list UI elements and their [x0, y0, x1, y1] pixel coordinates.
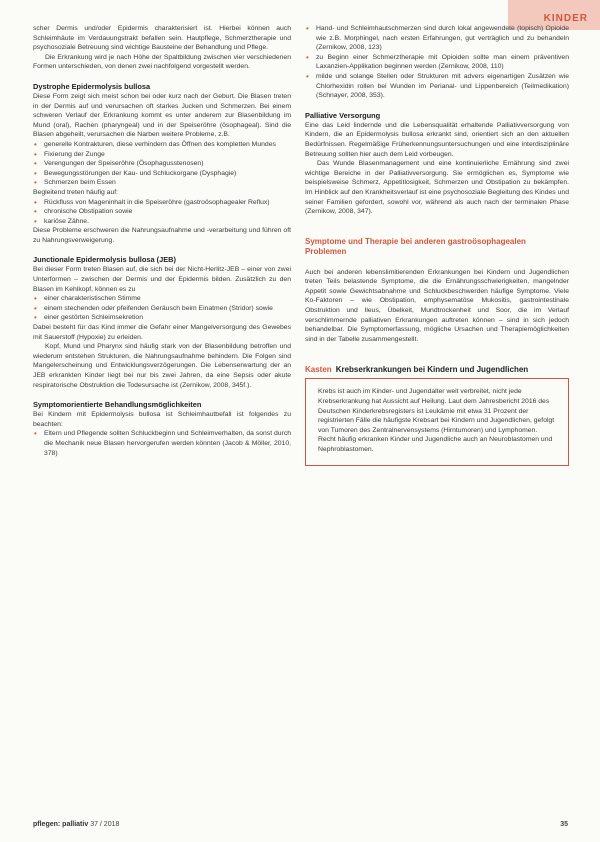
list-item: • milde und solange Stellen oder Strukturen mit advers eigenartigen Zusätzen wie Chlorhexidin rollen bei Wunden im Perianal- und Lippenbereich (Teilmedikation) (Schnayer, 2008, 353). [305, 72, 569, 101]
paragraph: Auch bei anderen lebenslimitierenden Erkrankungen bei Kindern und Jugendlichen treten Teils belastende Symptome, die die Ernährungsschwierigkeiten, mangelnder Appetit sowie Gewichtsabnahme und Schluckbeschwerden häufige Symptome. Viele Ko-Faktoren – wie Obstipation, emphysematöse Mukositis, gastrointestinale Obstruktion und Ileus, Übelkeit, Mundtrockenheit und Soor, die im Verlauf verschlimmernde palliativen Erkrankungen auftreten können – sind in sich jedoch behandelbar. Die Symptomerfassung, mögliche Ursachen und Therapiemöglichkeiten sind in der Tabelle zusammengestellt. [305, 268, 569, 343]
page-number: 35 [560, 821, 568, 828]
journal-name: pflegen: palliativ [33, 821, 89, 828]
list-item: • Bewegungsstörungen der Kau- und Schluckorgane (Dysphagie) [33, 169, 291, 179]
right-column [305, 24, 569, 466]
paragraph: Diese Form zeigt sich meist schon bei oder kurz nach der Geburt. Die Blasen treten in der Dermis auf und verursachen oft starkes Jucken und Schmerzen. Bei einem schweren Verlauf der Erkrankung kommt es unter anderem zur Blasenbildung im Mund (oral), Rachen (pharyngeal) und in der Speiseröhre (ösophageal). Sind die Blasen abgeheilt, verursachen die Narben weitere Probleme, z.B. [33, 92, 291, 139]
list-item: • Rückfluss von Mageninhalt in die Speiseröhre (gastroösophagealer Reflux) [33, 198, 291, 208]
list-item: • Verengungen der Speiseröhre (Ösophagusstenosen) [33, 159, 291, 169]
bullet-list [33, 140, 291, 188]
list-item: • Fixierung der Zunge [33, 150, 291, 160]
list-item: • generelle Kontrakturen, diese verhindern das Öffnen des kompletten Mundes [33, 140, 291, 150]
paragraph: Bei Kindern mit Epidermolysis bullosa ist Schleimhautbefall ist folgendes zu beachten: [33, 411, 291, 428]
paragraph: Eine das Leid lindernde und die Lebensqualität erhaltende Palliativversorgung von Kindern, die an Epidermolysis bullosa erkrankt sind, orientiert sich an den aktuellen Bedürfnissen. Regelmäßige Früherkennungsuntersuchungen und eine interdisziplinäre Betreuung sollten hier auch dem Leid vorbeugen. [305, 121, 569, 158]
list-item: • einem stechenden oder pfeifenden Geräusch beim Einatmen (Stridor) sowie [33, 304, 291, 314]
list-item: • zu Beginn einer Schmerztherapie mit Opioiden sollte man einem präventiven Laxanzien-Applikation beginnen werden (Zernikow, 2008, 110) [305, 53, 569, 72]
list-item: • Eltern und Pflegende sollten Schluckbeginn und Schleimverhalten, da sonst durch die Mechanik neue Blasen hervorgerufen werden könnten (Jacob & Möller, 2010, 378) [33, 429, 291, 458]
footer-journal [33, 821, 119, 828]
heading-palliative: Palliative Versorgung [305, 110, 381, 120]
paragraph: Das Wunde Blasenmanagement und eine kontinuierliche Ernährung sind zwei wichtige Bereiche in der Palliativversorgung. Sie ermöglichen es, Symptome wie beispielsweise Schmerz, Appetitlosigkeit, Schmerzen und Obstipation zu bekämpfen. Im Hinblick auf den Krankheitsverlauf ist eine psychosoziale Begleitung des Kindes und seiner Familien gefordert, sowohl vor, während als auch nach der terminalen Phase (Zernikow, 2008, 347). [305, 160, 569, 216]
paragraph: Begleitend treten häufig auf: [33, 188, 119, 196]
box-prefix: Kasten [305, 365, 332, 375]
list-item: • kariöse Zähne. [33, 217, 291, 227]
list-item: • chronische Obstipation sowie [33, 207, 291, 217]
spacer [305, 258, 569, 268]
list-item: • Schmerzen beim Essen [33, 178, 291, 188]
heading-dystrophe: Dystrophe Epidermolysis bullosa [33, 81, 151, 91]
paragraph: Diese Probleme erschweren die Nahrungsaufnahme und -verarbeitung und führen oft zu Nahrungsverweigerung. [33, 227, 291, 244]
list-item: • Hand- und Schleimhautschmerzen sind durch lokal angewendete (topisch) Opioide wie z.B. Morphingel, nach ersten Erfahrungen, gut verträglich und zu behandeln (Zernikow, 2008, 123) [305, 24, 569, 53]
list-item: • einer charakteristischen Stimme [33, 294, 291, 304]
bullet-list [33, 198, 291, 227]
paragraph: Dabei besteht für das Kind immer die Gefahr einer Mangelversorgung des Gewebes mit Sauerstoff (Hypoxie) zu erleiden. [33, 324, 291, 341]
heading-symptoms: Symptome und Therapie bei anderen gastroösophagealen Problemen [305, 236, 526, 257]
box-text: Krebs ist auch im Kinder- und Jugendalter weit verbreitet, nicht jede Krebserkrankung hat Aussicht auf Heilung. Laut dem Jahresbericht 2016 des Deutschen Kinderkrebsregisters ist Leukämie mit etwa 31 Prozent der registrierten Fälle die häufigste Krebsart bei Kindern und Jugendlichen, gefolgt von Tumoren des Zentralnervensystems (Hirntumoren) und Lymphomen. Recht häufig erkranken Kinder und Jugendliche auch an Neuroblastomen und Nephroblastomen. [318, 388, 555, 453]
heading-treatment: Symptomorientierte Behandlungsmöglichkeiten [33, 400, 202, 410]
paragraph: Die Erkrankung wird je nach Höhe der Spaltbildung zwischen vier verschiedenen Formen unterschieden, von denen zwei nachfolgend vorgestellt werden. [33, 53, 291, 71]
heading-jeb: Junctionale Epidermolysis bullosa (JEB) [33, 255, 176, 265]
section-label: KINDER [543, 13, 588, 24]
journal-issue: 37 / 2018 [90, 821, 120, 828]
bullet-list [305, 24, 569, 101]
list-item: • einer gestörten Schleimsekretion [33, 313, 291, 323]
box-title-text: Krebserkrankungen bei Kindern und Jugendlichen [335, 365, 529, 375]
bullet-list [33, 429, 291, 458]
left-column [33, 24, 291, 458]
box-title [305, 364, 569, 375]
info-box [305, 378, 569, 465]
paragraph: Bei dieser Form treten Blasen auf, die sich bei der Nicht-Herlitz-JEB – einer von zwei Unterformen – zwischen der Dermis und der Epidermis bilden. Zusätzlich zu den Blasen im Kehlkopf, können es zu [33, 266, 291, 293]
bullet-list [33, 294, 291, 323]
paragraph: scher Dermis und/oder Epidermis charakterisiert ist. Hierbei können auch Schleimhäute im Verdauungstrakt befallen sein. Hautpflege, Schmerztherapie und psychosoziale Betreuung sind wichtige Bausteine der Behandlung und Pflege. [33, 25, 291, 52]
paragraph: Kopf, Mund und Pharynx sind häufig stark von der Blasenbildung betroffen und wiederum entstehen Strukturen, die Nahrungsaufnahme behindern. Die Folgen sind Mangelerscheinung und Entwicklungsverzögerungen. Die Lebenserwartung der an JEB erkrankten Kinder liegt bei nur bis zwei Jahren, da eine Sepsis oder akute respiratorische Obstruktion die Todesursache ist (Zernikow, 2008, 345f.). [33, 343, 291, 389]
